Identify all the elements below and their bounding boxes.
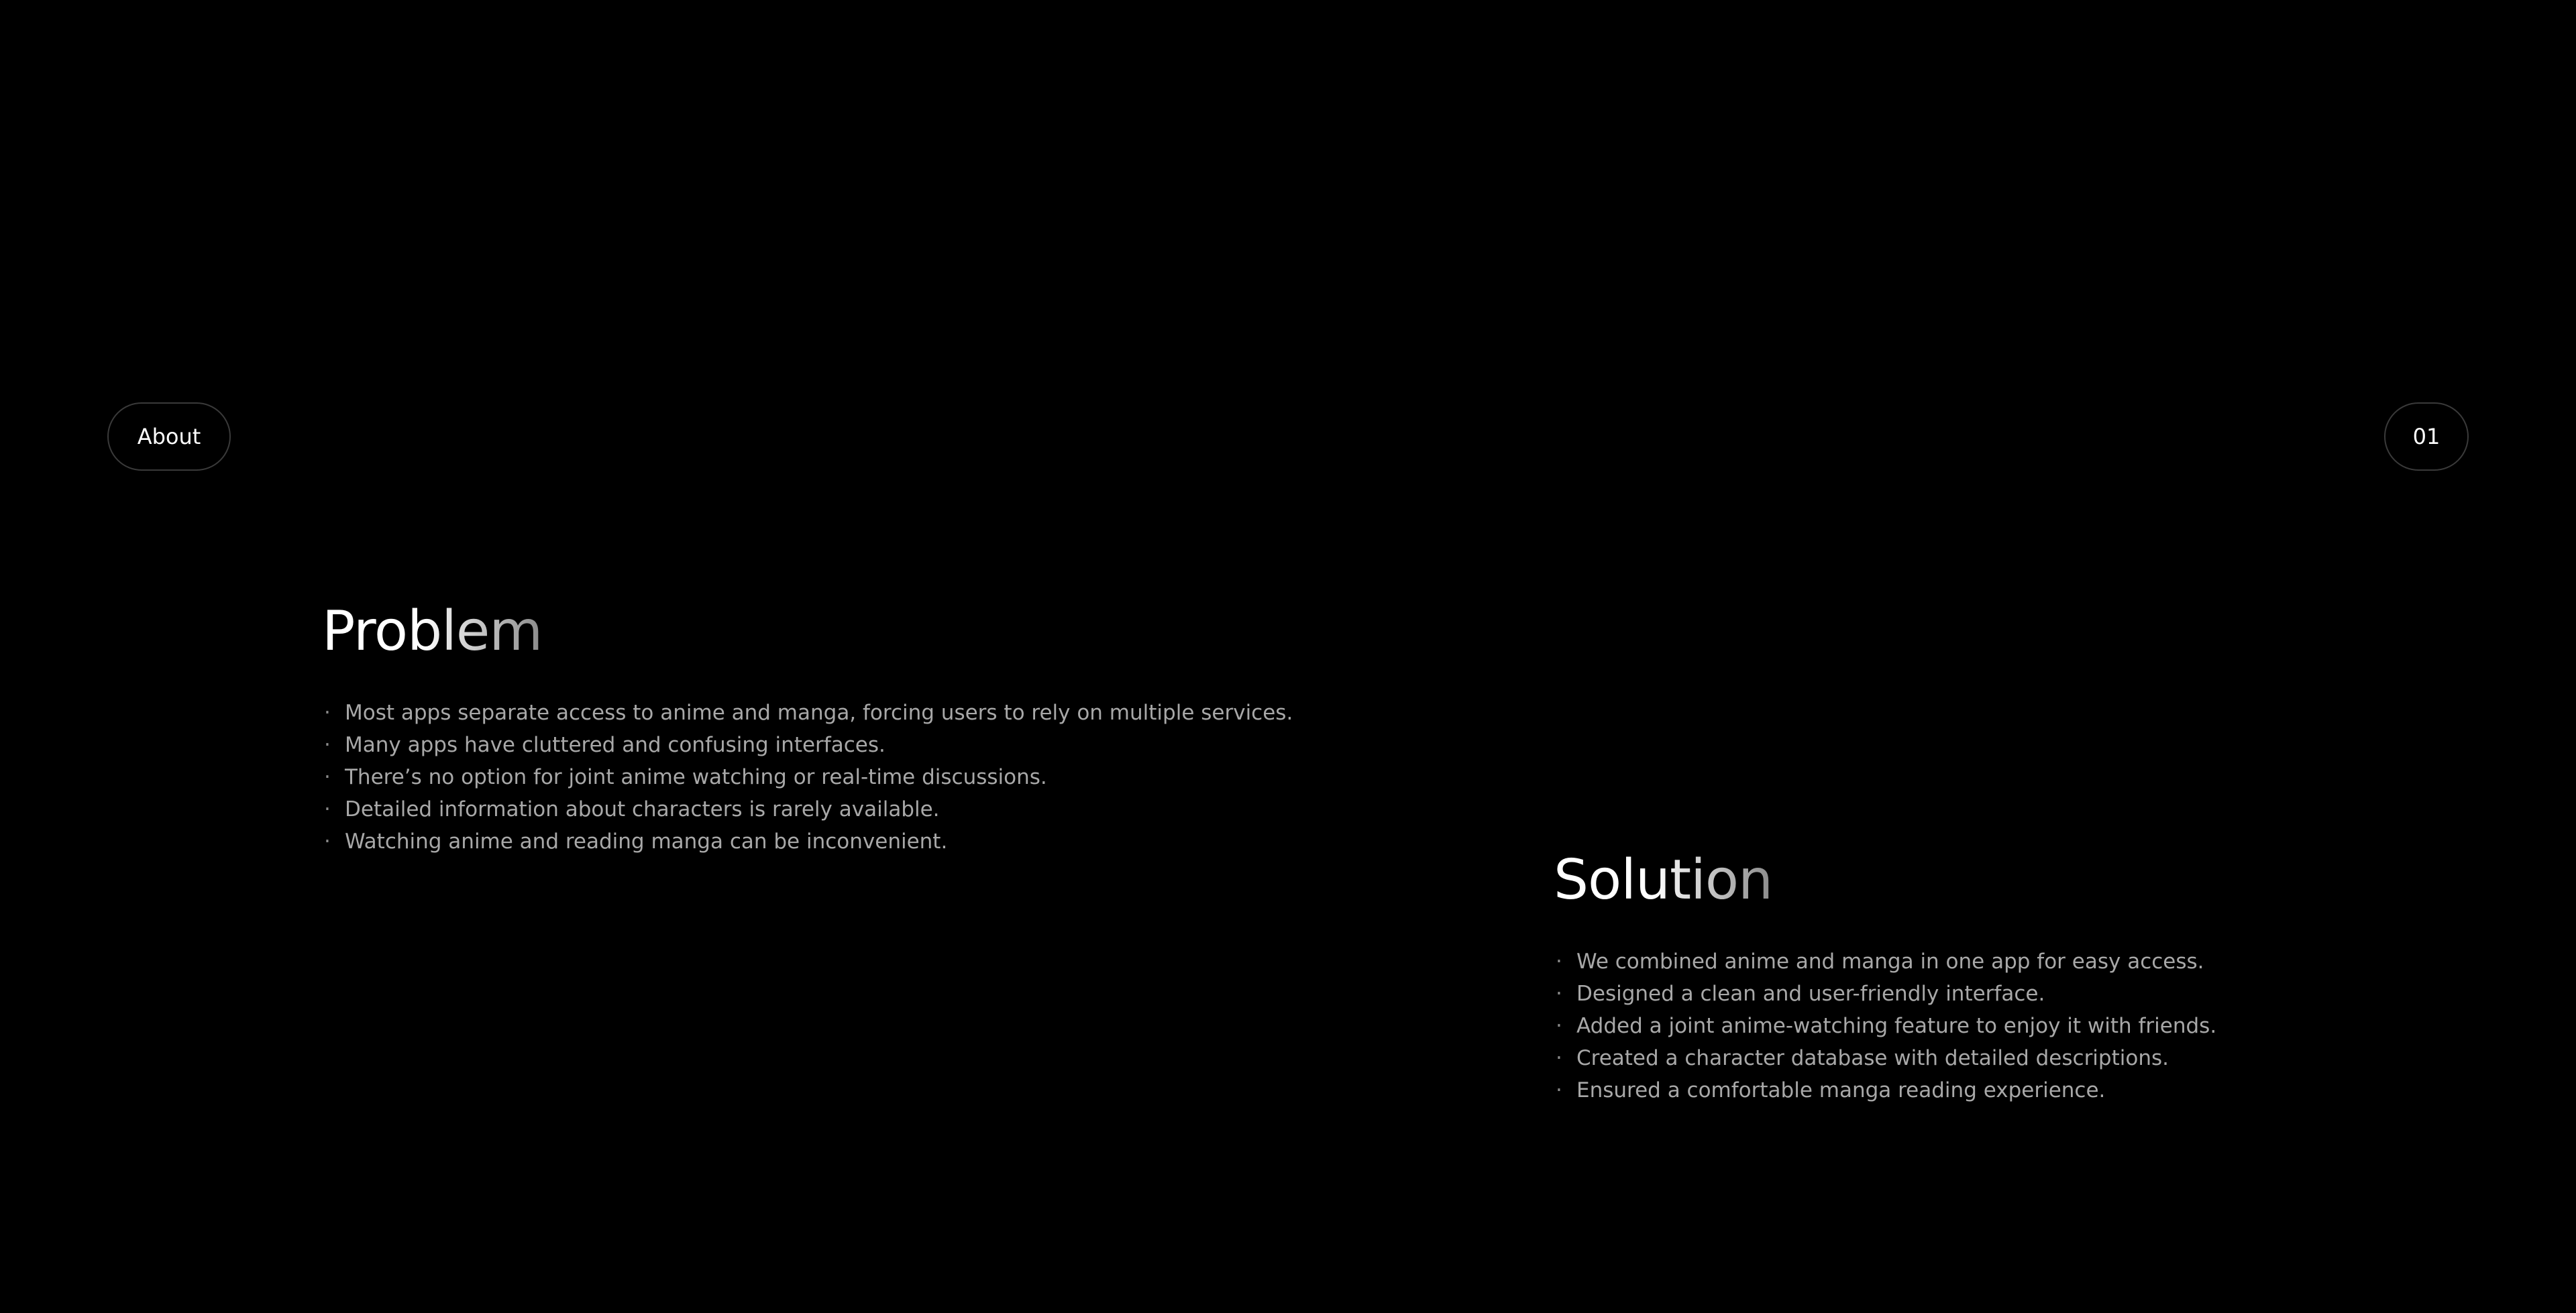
problem-item-text: Watching anime and reading manga can be inconvenient. — [345, 830, 948, 854]
bullet-icon: · — [324, 701, 331, 726]
problem-item-text: Most apps separate access to anime and manga, forcing users to rely on multiple services. — [345, 701, 1293, 726]
bullet-icon: · — [1556, 1078, 1562, 1103]
bullet-icon: · — [324, 797, 331, 822]
about-button-label: About — [137, 424, 201, 449]
bullet-icon: · — [324, 765, 331, 790]
problem-list-item — [322, 761, 1293, 793]
solution-list-item — [1554, 1042, 2216, 1074]
solution-title: Solution — [1554, 848, 1773, 912]
bullet-icon: · — [324, 830, 331, 854]
solution-list — [1554, 946, 2216, 1106]
problem-list-item — [322, 793, 1293, 825]
bullet-icon: · — [1556, 1014, 1562, 1039]
bullet-icon: · — [324, 733, 331, 758]
problem-item-text: There’s no option for joint anime watching or real-time discussions. — [345, 765, 1047, 790]
solution-item-text: Added a joint anime-watching feature to enjoy it with friends. — [1576, 1014, 2217, 1039]
bullet-icon: · — [1556, 982, 1562, 1007]
problem-list-item — [322, 825, 1293, 858]
solution-item-text: Created a character database with detailed descriptions. — [1576, 1046, 2169, 1071]
solution-list-item — [1554, 946, 2216, 978]
about-button[interactable] — [107, 402, 231, 471]
solution-list-item — [1554, 1010, 2216, 1042]
solution-list-item — [1554, 978, 2216, 1010]
bullet-icon: · — [1556, 950, 1562, 974]
problem-title: Problem — [322, 600, 543, 663]
problem-item-text: Many apps have cluttered and confusing interfaces. — [345, 733, 885, 758]
section-number-badge — [2384, 402, 2469, 471]
solution-item-text: We combined anime and manga in one app for easy access. — [1576, 950, 2204, 974]
solution-list-item — [1554, 1074, 2216, 1106]
problem-list-item — [322, 729, 1293, 761]
section-number-label: 01 — [2412, 424, 2440, 449]
bullet-icon: · — [1556, 1046, 1562, 1071]
problem-list-item — [322, 697, 1293, 729]
problem-section — [322, 600, 1293, 858]
problem-item-text: Detailed information about characters is rarely available. — [345, 797, 940, 822]
solution-item-text: Ensured a comfortable manga reading experience. — [1576, 1078, 2106, 1103]
solution-section — [1554, 849, 2216, 1106]
problem-list — [322, 697, 1293, 858]
solution-item-text: Designed a clean and user-friendly interface. — [1576, 982, 2045, 1007]
